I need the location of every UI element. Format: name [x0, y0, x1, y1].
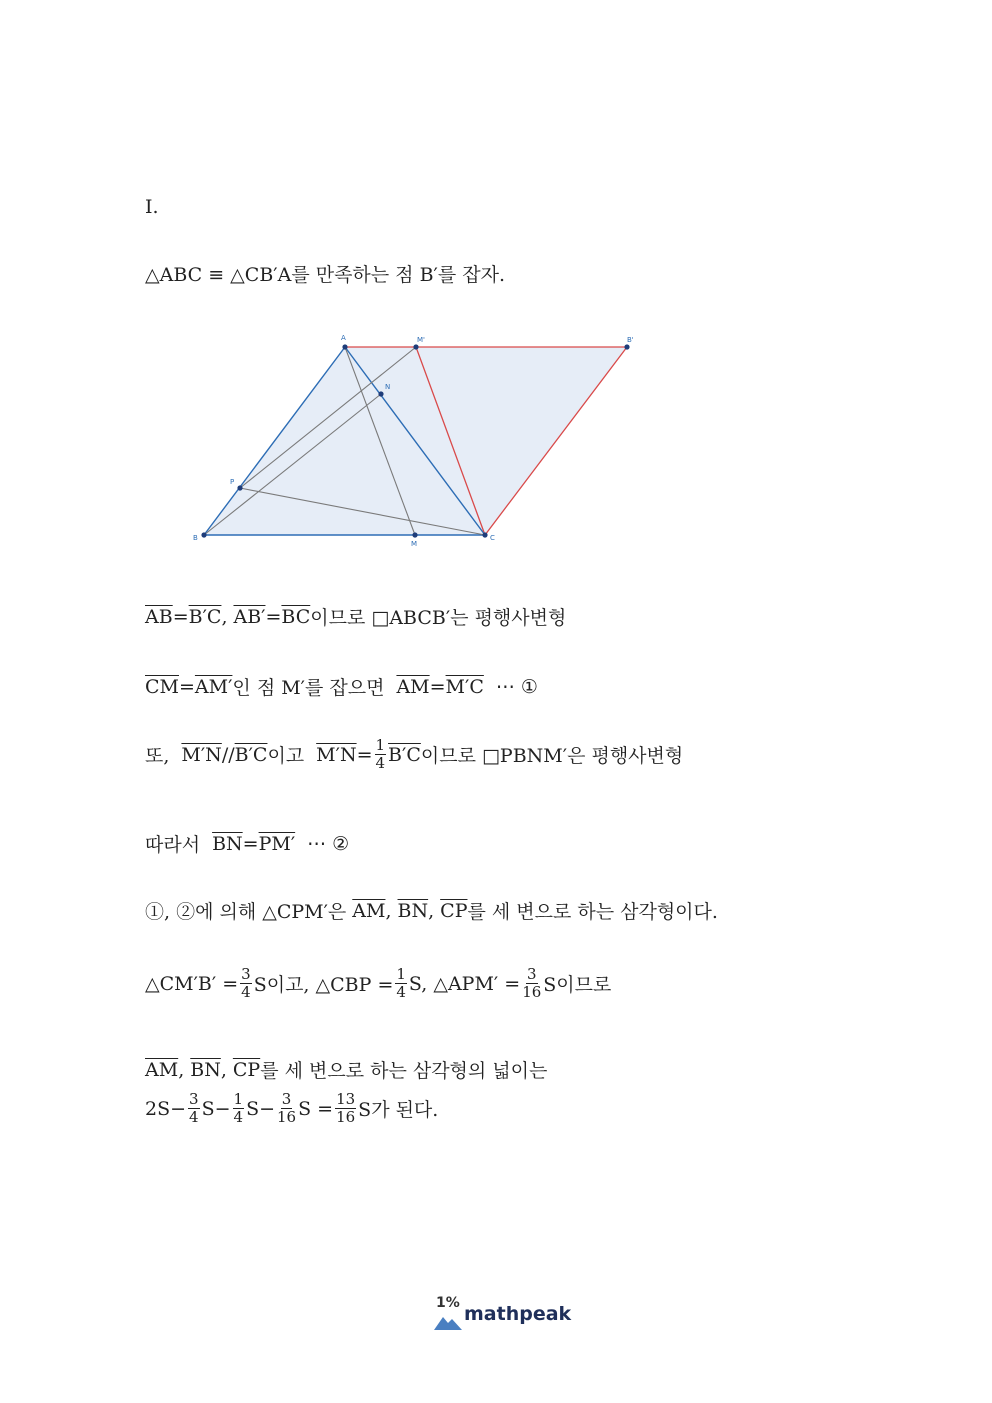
seg-b-prime-c: B′C	[188, 605, 222, 628]
seg-am-prime: AM′	[194, 675, 233, 698]
statement-7-tail: S이므로	[543, 974, 612, 996]
statement-6	[145, 897, 718, 924]
comma: ,	[385, 899, 392, 922]
statement-4-mid: 이고	[267, 745, 305, 767]
mountain-icon	[434, 1314, 462, 1330]
fraction: $\frac{13}{16}$	[336, 1090, 356, 1126]
term: S−	[201, 1097, 231, 1120]
comma: ,	[428, 899, 435, 922]
statement-9	[145, 1091, 438, 1126]
statement-4-tail: 이므로 □PBNM′은 평행사변형	[420, 745, 684, 767]
seg-am: $\overline{AM}$	[145, 1058, 179, 1081]
label-b: B	[193, 534, 198, 542]
label-n: N	[385, 383, 391, 391]
seg-am: $\overline{AM}$	[352, 899, 386, 922]
point-b	[201, 532, 206, 537]
statement-2-tail: 이므로 □ABCB′는 평행사변형	[310, 607, 567, 629]
statement-6-lead: ①, ②에 의해 △CPM′은	[145, 901, 347, 923]
seg-ab-prime: AB′	[233, 605, 266, 628]
seg-m-prime-c: M′C	[445, 675, 484, 698]
fraction: $\frac{1}{4}$	[375, 736, 386, 772]
statement-2	[145, 603, 566, 630]
point-m-prime	[413, 344, 418, 349]
equals: =	[172, 605, 189, 628]
equals: =	[242, 832, 259, 855]
fraction: $\frac{3}{4}$	[241, 965, 251, 1001]
statement-5-lead: 따라서	[145, 834, 201, 856]
point-c	[482, 532, 487, 537]
statement-8	[145, 1056, 547, 1083]
logo-wordmark: mathpeak	[464, 1303, 572, 1325]
area-cmb: △CM′B′ =	[145, 972, 239, 995]
statement-4-lead: 또,	[145, 745, 170, 767]
statement-7	[145, 966, 611, 1001]
label-m: M	[411, 540, 418, 548]
statement-3	[145, 673, 538, 700]
term: 2S−	[145, 1097, 187, 1120]
fraction: $\frac{3}{16}$	[522, 965, 542, 1001]
seg-m-prime-n: M′N	[316, 743, 357, 766]
comma: ,	[221, 605, 228, 628]
seg-cm: $\overline{CM}$	[145, 675, 179, 698]
equals: =	[179, 675, 195, 698]
fraction: $\frac{1}{4}$	[233, 1090, 244, 1126]
seg-cp: $\overline{CP}$	[232, 1058, 261, 1081]
seg-b-prime-c: B′C	[234, 743, 268, 766]
statement-1: △ABC ≡ △CB′A를 만족하는 점 B′를 잡자.	[145, 264, 505, 286]
seg-m-prime-n: M′N	[181, 743, 222, 766]
label-a: A	[341, 334, 346, 342]
geometry-figure	[180, 325, 650, 555]
comma: ,	[220, 1058, 227, 1081]
statement-5-tail: ⋯ ②	[307, 832, 350, 855]
label-c: C	[490, 534, 495, 542]
seg-ab: $\overline{AB}$	[145, 605, 173, 628]
point-a	[342, 344, 347, 349]
statement-6-tail: 를 세 변으로 하는 삼각형이다.	[467, 901, 718, 923]
label-b-prime: B'	[627, 336, 634, 344]
term: S =	[298, 1097, 334, 1120]
label-p: P	[230, 478, 235, 486]
term: S−	[246, 1097, 275, 1120]
seg-cp: $\overline{CP}$	[440, 899, 468, 922]
fraction: $\frac{3}{4}$	[189, 1090, 199, 1126]
equals: =	[265, 605, 282, 628]
mathpeak-logo	[430, 1295, 580, 1340]
statement-5	[145, 830, 349, 857]
parallel-sign: //	[221, 743, 235, 766]
statement-9-tail: S가 된다.	[358, 1099, 439, 1121]
area-cbp: S이고, △CBP =	[253, 974, 394, 996]
seg-bn: $\overline{BN}$	[190, 1058, 221, 1081]
label-m-prime: M'	[417, 336, 425, 344]
seg-am: $\overline{AM}$	[396, 675, 430, 698]
statement-8-tail: 를 세 변으로 하는 삼각형의 넓이는	[260, 1060, 548, 1082]
statement-3-mid: 인 점 M′를 잡으면	[232, 677, 385, 699]
seg-b-prime-c: B′C	[388, 743, 421, 766]
seg-pm-prime: PM′	[258, 832, 296, 855]
statement-3-tail: ⋯ ①	[495, 675, 538, 698]
point-p	[237, 485, 242, 490]
point-n	[378, 391, 383, 396]
seg-bn: $\overline{BN}$	[212, 832, 243, 855]
seg-bn: $\overline{BN}$	[397, 899, 429, 922]
point-m	[412, 532, 417, 537]
logo-percent: 1%	[436, 1295, 460, 1311]
statement-4	[145, 737, 683, 772]
section-label: Ⅰ.	[145, 196, 159, 218]
equals: =	[356, 743, 373, 766]
fraction: $\frac{3}{16}$	[277, 1090, 297, 1126]
point-b-prime	[624, 344, 629, 349]
seg-bc: $\overline{BC}$	[281, 605, 311, 628]
equals: =	[429, 675, 446, 698]
fraction: $\frac{1}{4}$	[396, 965, 406, 1001]
comma: ,	[178, 1058, 185, 1081]
area-apm: S, △APM′ =	[408, 972, 521, 995]
